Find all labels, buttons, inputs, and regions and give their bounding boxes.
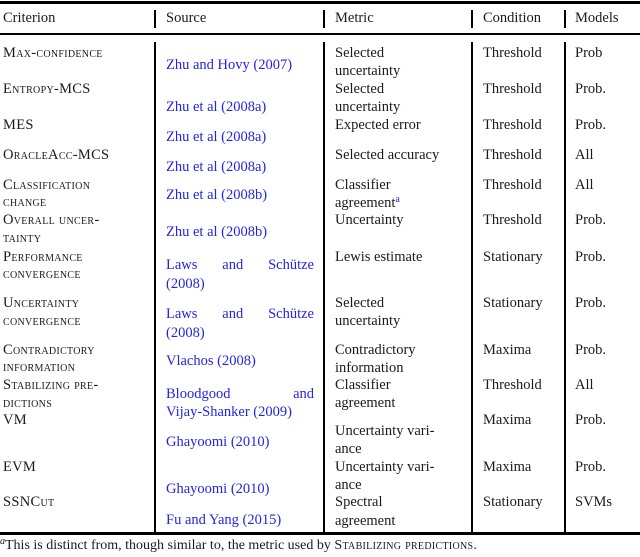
metric-cell: Spectral xyxy=(335,494,383,510)
column-divider xyxy=(471,10,473,28)
metric-cell: Selected accuracy xyxy=(335,147,440,163)
column-divider xyxy=(323,10,325,28)
citation-word[interactable]: Schütze xyxy=(268,257,314,273)
metric-cell: Classifier xyxy=(335,377,391,393)
models-cell: SVMs xyxy=(575,494,613,510)
source-citation-link[interactable]: Ghayoomi (2010) xyxy=(166,481,270,497)
metric-cell: Uncertainty xyxy=(335,212,404,228)
header-criterion: Criterion xyxy=(3,10,56,26)
criterion-cell: Classification xyxy=(3,177,91,193)
footnote-text: This is distinct from, though similar to, the metric used by xyxy=(5,538,335,553)
citation-word[interactable]: and xyxy=(222,306,244,322)
models-cell: Prob. xyxy=(575,117,607,133)
criterion-cell: tainty xyxy=(3,230,42,246)
condition-cell: Threshold xyxy=(483,117,542,133)
condition-cell: Maxima xyxy=(483,459,532,475)
criterion-cell: Overall uncer- xyxy=(3,212,100,228)
footnote-ref-link[interactable]: a xyxy=(395,194,400,205)
source-citation-link[interactable]: Zhu et al (2008a) xyxy=(166,129,267,145)
criterion-cell: Entropy-MCS xyxy=(3,81,91,97)
criterion-cell: Max-confidence xyxy=(3,45,103,61)
criterion-cell: change xyxy=(3,194,47,210)
source-citation-link[interactable]: Zhu et al (2008b) xyxy=(166,224,268,240)
condition-cell: Threshold xyxy=(483,177,542,193)
citation-word[interactable]: Laws xyxy=(166,306,198,322)
source-citation-link[interactable]: (2008) xyxy=(166,325,205,341)
source-citation-link[interactable] xyxy=(166,256,314,274)
criterion-cell: convergence xyxy=(3,313,81,329)
metric-cell: Expected error xyxy=(335,117,421,133)
metric-cell: Classifier xyxy=(335,177,391,193)
header-models: Models xyxy=(575,10,619,26)
criterion-cell: VM xyxy=(3,412,27,428)
criterion-cell: Stabilizing pre- xyxy=(3,377,99,393)
metric-cell: Contradictory xyxy=(335,342,416,358)
condition-cell: Stationary xyxy=(483,295,543,311)
models-cell: Prob. xyxy=(575,412,607,428)
column-divider xyxy=(154,10,156,28)
models-cell: Prob. xyxy=(575,295,607,311)
source-citation-link[interactable]: Zhu et al (2008b) xyxy=(166,187,268,203)
metric-cell xyxy=(335,194,400,212)
criterion-cell: SSNCut xyxy=(3,494,55,510)
citation-word[interactable]: and xyxy=(293,386,314,402)
citation-word[interactable]: Laws xyxy=(166,257,198,273)
condition-cell: Maxima xyxy=(483,412,532,428)
metric-cell: Selected xyxy=(335,45,385,61)
models-cell: Prob. xyxy=(575,459,607,475)
footnote-end: . xyxy=(473,538,477,553)
models-cell: Prob. xyxy=(575,212,607,228)
metric-cell: uncertainty xyxy=(335,63,401,79)
criterion-cell: information xyxy=(3,359,76,375)
footnote xyxy=(0,538,477,554)
column-divider xyxy=(154,42,156,532)
header-metric: Metric xyxy=(335,10,374,26)
column-divider xyxy=(323,42,325,532)
header-rule xyxy=(0,33,640,35)
criterion-cell: MES xyxy=(3,117,34,133)
column-divider xyxy=(564,42,566,532)
metric-cell: Lewis estimate xyxy=(335,249,423,265)
models-cell: Prob xyxy=(575,45,603,61)
models-cell: Prob. xyxy=(575,342,607,358)
condition-cell: Threshold xyxy=(483,147,542,163)
header-condition: Condition xyxy=(483,10,542,26)
metric-cell: Uncertainty vari- xyxy=(335,459,435,475)
condition-cell: Stationary xyxy=(483,249,543,265)
criterion-cell: Contradictory xyxy=(3,342,95,358)
criterion-cell: Uncertainty xyxy=(3,295,80,311)
condition-cell: Threshold xyxy=(483,45,542,61)
metric-cell: information xyxy=(335,360,404,376)
models-cell: All xyxy=(575,147,594,163)
metric-cell: Uncertainty vari- xyxy=(335,423,435,439)
condition-cell: Threshold xyxy=(483,81,542,97)
source-citation-link[interactable]: Zhu and Hovy (2007) xyxy=(166,57,293,73)
column-divider xyxy=(471,42,473,532)
metric-cell: uncertainty xyxy=(335,99,401,115)
source-citation-link[interactable]: Zhu et al (2008a) xyxy=(166,159,267,175)
citation-word[interactable]: Schütze xyxy=(268,306,314,322)
citation-word[interactable]: Bloodgood xyxy=(166,386,231,402)
criterion-cell: EVM xyxy=(3,459,37,475)
metric-cell: ance xyxy=(335,477,362,493)
metric-cell: agreement xyxy=(335,395,396,411)
condition-cell: Stationary xyxy=(483,494,543,510)
source-citation-link[interactable]: (2008) xyxy=(166,276,205,292)
metric-cell: Selected xyxy=(335,81,385,97)
metric-cell: agreement xyxy=(335,513,396,529)
metric-cell: uncertainty xyxy=(335,313,401,329)
footnote-ref: Stabilizing predictions xyxy=(334,538,474,553)
source-citation-link[interactable]: Vijay-Shanker (2009) xyxy=(166,404,292,420)
models-cell: Prob. xyxy=(575,249,607,265)
criterion-cell: dictions xyxy=(3,395,53,411)
header-source: Source xyxy=(166,10,207,26)
footnote-mark: a xyxy=(0,536,5,547)
criterion-cell: convergence xyxy=(3,266,81,282)
source-citation-link[interactable]: Zhu et al (2008a) xyxy=(166,99,267,115)
criterion-cell: Performance xyxy=(3,249,83,265)
condition-cell: Maxima xyxy=(483,342,532,358)
source-citation-link[interactable]: Fu and Yang (2015) xyxy=(166,512,282,528)
condition-cell: Threshold xyxy=(483,212,542,228)
citation-word[interactable]: and xyxy=(222,257,244,273)
metric-cell: ance xyxy=(335,441,362,457)
condition-cell: Threshold xyxy=(483,377,542,393)
column-divider xyxy=(564,10,566,28)
source-citation-link[interactable]: Vlachos (2008) xyxy=(166,353,256,369)
criterion-cell: OracleAcc-MCS xyxy=(3,147,110,163)
source-citation-link[interactable] xyxy=(166,385,314,403)
source-citation-link[interactable] xyxy=(166,305,314,323)
metric-text: agreement xyxy=(335,195,396,211)
top-rule xyxy=(0,1,640,4)
source-citation-link[interactable]: Ghayoomi (2010) xyxy=(166,434,270,450)
metric-cell: Selected xyxy=(335,295,385,311)
models-cell: All xyxy=(575,177,594,193)
bottom-rule xyxy=(0,532,640,535)
models-cell: Prob. xyxy=(575,81,607,97)
models-cell: All xyxy=(575,377,594,393)
